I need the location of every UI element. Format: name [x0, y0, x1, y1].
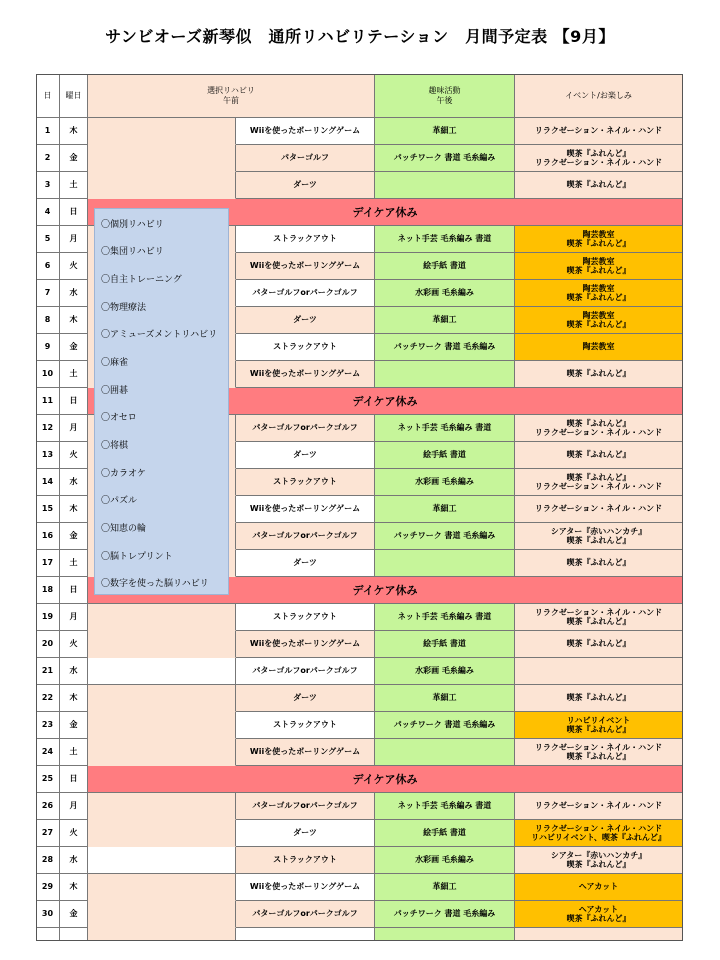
weekday: 月	[60, 226, 88, 253]
weekday: 日	[60, 766, 88, 793]
weekday: 水	[60, 847, 88, 874]
table-row	[36, 145, 683, 172]
select-rehab-item: 〇将棋	[101, 440, 129, 451]
am-activity: Wiiを使ったボーリングゲーム	[236, 739, 375, 766]
weekday: 金	[60, 712, 88, 739]
day-number: 30	[36, 901, 60, 928]
day-number: 2	[36, 145, 60, 172]
day-number: 15	[36, 496, 60, 523]
am-activity: ストラックアウト	[236, 334, 375, 361]
pm-activity	[375, 172, 515, 199]
event-cell: 陶芸教室 喫茶『ふれんど』	[515, 226, 683, 253]
select-rehab-cell	[88, 739, 236, 766]
empty-cell	[60, 928, 88, 941]
weekday: 火	[60, 253, 88, 280]
table-row	[36, 631, 683, 658]
table-row	[36, 739, 683, 766]
table-row	[36, 793, 683, 820]
event-cell: リラクゼーション・ネイル・ハンド 喫茶『ふれんど』	[515, 604, 683, 631]
pm-activity: 水彩画 毛糸編み	[375, 658, 515, 685]
event-cell: リラクゼーション・ネイル・ハンド 喫茶『ふれんど』	[515, 739, 683, 766]
weekday: 金	[60, 334, 88, 361]
select-rehab-item: 〇囲碁	[101, 385, 129, 396]
day-number: 17	[36, 550, 60, 577]
select-rehab-item: 〇オセロ	[101, 413, 137, 424]
day-number: 10	[36, 361, 60, 388]
select-rehab-cell	[88, 820, 236, 847]
day-number: 13	[36, 442, 60, 469]
event-cell: 陶芸教室 喫茶『ふれんど』	[515, 253, 683, 280]
pm-activity: 革細工	[375, 874, 515, 901]
weekday: 火	[60, 820, 88, 847]
am-activity: ストラックアウト	[236, 712, 375, 739]
select-rehab-cell	[88, 901, 236, 928]
event-cell: リラクゼーション・ネイル・ハンド リハビリイベント、喫茶『ふれんど』	[515, 820, 683, 847]
weekday: 土	[60, 550, 88, 577]
event-cell: 喫茶『ふれんど』 リラクゼーション・ネイル・ハンド	[515, 469, 683, 496]
select-rehab-list	[94, 208, 229, 595]
day-number: 19	[36, 604, 60, 631]
event-cell: 喫茶『ふれんど』 リラクゼーション・ネイル・ハンド	[515, 415, 683, 442]
am-activity: Wiiを使ったボーリングゲーム	[236, 874, 375, 901]
event-cell: リハビリイベント 喫茶『ふれんど』	[515, 712, 683, 739]
holiday-cell: デイケア休み	[88, 766, 683, 793]
weekday: 土	[60, 172, 88, 199]
pm-activity: ネット手芸 毛糸編み 書道	[375, 226, 515, 253]
day-number: 21	[36, 658, 60, 685]
header-event: イベント/お楽しみ	[515, 74, 683, 118]
weekday: 火	[60, 631, 88, 658]
day-number: 7	[36, 280, 60, 307]
event-cell: 喫茶『ふれんど』	[515, 361, 683, 388]
weekday: 水	[60, 658, 88, 685]
pm-activity	[375, 361, 515, 388]
am-activity: Wiiを使ったボーリングゲーム	[236, 253, 375, 280]
am-activity: パターゴルフorパークゴルフ	[236, 415, 375, 442]
event-cell: シアター『赤いハンカチ』 喫茶『ふれんど』	[515, 523, 683, 550]
pm-activity: パッチワーク 書道 毛糸編み	[375, 901, 515, 928]
day-number: 16	[36, 523, 60, 550]
weekday: 木	[60, 118, 88, 145]
pm-activity: パッチワーク 書道 毛糸編み	[375, 712, 515, 739]
select-rehab-item: 〇アミューズメントリハビリ	[101, 330, 218, 341]
weekday: 金	[60, 145, 88, 172]
day-number: 8	[36, 307, 60, 334]
pm-activity: 革細工	[375, 685, 515, 712]
select-rehab-cell	[88, 604, 236, 631]
day-number: 12	[36, 415, 60, 442]
select-rehab-cell	[88, 685, 236, 712]
pm-activity: パッチワーク 書道 毛糸編み	[375, 334, 515, 361]
am-activity: ストラックアウト	[236, 847, 375, 874]
day-number: 4	[36, 199, 60, 226]
header-weekday: 曜日	[60, 74, 88, 118]
am-activity: パターゴルフorパークゴルフ	[236, 901, 375, 928]
select-rehab-item: 〇パズル	[101, 496, 138, 507]
table-row	[36, 604, 683, 631]
table-row	[36, 847, 683, 874]
day-number: 1	[36, 118, 60, 145]
table-row	[36, 172, 683, 199]
am-activity: Wiiを使ったボーリングゲーム	[236, 361, 375, 388]
pm-activity: ネット手芸 毛糸編み 書道	[375, 793, 515, 820]
day-number: 9	[36, 334, 60, 361]
holiday-cell: デイケア休み	[88, 199, 683, 226]
weekday: 水	[60, 280, 88, 307]
select-rehab-item: 〇集団リハビリ	[101, 247, 164, 258]
pm-activity: 水彩画 毛糸編み	[375, 280, 515, 307]
event-cell: ヘアカット 喫茶『ふれんど』	[515, 901, 683, 928]
pm-activity: ネット手芸 毛糸編み 書道	[375, 604, 515, 631]
am-activity: ストラックアウト	[236, 226, 375, 253]
pm-activity: 絵手紙 書道	[375, 442, 515, 469]
weekday: 月	[60, 793, 88, 820]
am-activity: パターゴルフorパークゴルフ	[236, 793, 375, 820]
select-rehab-cell	[88, 631, 236, 658]
am-activity: ダーツ	[236, 820, 375, 847]
day-number: 26	[36, 793, 60, 820]
pm-activity: 絵手紙 書道	[375, 820, 515, 847]
day-number: 6	[36, 253, 60, 280]
pm-activity: 絵手紙 書道	[375, 253, 515, 280]
am-activity: ダーツ	[236, 307, 375, 334]
pm-activity: 革細工	[375, 118, 515, 145]
am-activity: パターゴルフorパークゴルフ	[236, 523, 375, 550]
select-rehab-item: 〇物理療法	[101, 302, 147, 313]
am-activity: パターゴルフorパークゴルフ	[236, 280, 375, 307]
empty-cell	[88, 928, 236, 941]
pm-activity: 絵手紙 書道	[375, 631, 515, 658]
am-activity: Wiiを使ったボーリングゲーム	[236, 631, 375, 658]
weekday: 月	[60, 604, 88, 631]
select-rehab-cell	[88, 118, 236, 145]
select-rehab-item: 〇カラオケ	[101, 468, 146, 479]
header-day: 日	[36, 74, 60, 118]
day-number: 22	[36, 685, 60, 712]
day-number: 11	[36, 388, 60, 415]
weekday: 土	[60, 739, 88, 766]
weekday: 土	[60, 361, 88, 388]
select-rehab-cell	[88, 712, 236, 739]
weekday: 月	[60, 415, 88, 442]
table-row	[36, 712, 683, 739]
event-cell: 喫茶『ふれんど』	[515, 172, 683, 199]
pm-activity: 革細工	[375, 307, 515, 334]
weekday: 金	[60, 901, 88, 928]
page-title: サンビオーズ新琴似 通所リハビリテーション 月間予定表 【9月】	[105, 27, 615, 46]
am-activity: ストラックアウト	[236, 604, 375, 631]
weekday: 日	[60, 577, 88, 604]
event-cell: シアター『赤いハンカチ』 喫茶『ふれんど』	[515, 847, 683, 874]
event-cell: リラクゼーション・ネイル・ハンド	[515, 118, 683, 145]
select-rehab-item: 〇知恵の輪	[101, 523, 147, 534]
table-row	[36, 685, 683, 712]
header-select-rehab: 選択リハビリ 午前	[88, 74, 375, 118]
event-cell	[515, 658, 683, 685]
select-rehab-item: 〇脳トレプリント	[101, 551, 173, 562]
select-rehab-cell	[88, 847, 236, 874]
empty-cell	[515, 928, 683, 941]
am-activity: ダーツ	[236, 172, 375, 199]
table-row	[36, 118, 683, 145]
day-number: 20	[36, 631, 60, 658]
header-hobby: 趣味活動 午後	[375, 74, 515, 118]
empty-cell	[375, 928, 515, 941]
pm-activity: パッチワーク 書道 毛糸編み	[375, 145, 515, 172]
pm-activity	[375, 739, 515, 766]
event-cell: 陶芸教室 喫茶『ふれんど』	[515, 307, 683, 334]
table-row	[36, 820, 683, 847]
am-activity: ダーツ	[236, 685, 375, 712]
select-rehab-cell	[88, 793, 236, 820]
am-activity: Wiiを使ったボーリングゲーム	[236, 118, 375, 145]
pm-activity: 水彩画 毛糸編み	[375, 469, 515, 496]
header-row	[36, 74, 683, 118]
select-rehab-item: 〇数字を使った脳リハビリ	[101, 579, 209, 590]
weekday: 木	[60, 496, 88, 523]
day-number: 5	[36, 226, 60, 253]
holiday-cell: デイケア休み	[88, 388, 683, 415]
table-row	[36, 658, 683, 685]
table-row	[36, 874, 683, 901]
event-cell: 喫茶『ふれんど』	[515, 631, 683, 658]
table-row	[36, 928, 683, 941]
event-cell: リラクゼーション・ネイル・ハンド	[515, 793, 683, 820]
event-cell: リラクゼーション・ネイル・ハンド	[515, 496, 683, 523]
day-number: 18	[36, 577, 60, 604]
weekday: 火	[60, 442, 88, 469]
table-row	[36, 766, 683, 793]
event-cell: 陶芸教室	[515, 334, 683, 361]
select-rehab-cell	[88, 874, 236, 901]
am-activity: パターゴルフorパークゴルフ	[236, 658, 375, 685]
day-number: 25	[36, 766, 60, 793]
day-number: 14	[36, 469, 60, 496]
day-number: 29	[36, 874, 60, 901]
select-rehab-item: 〇麻雀	[101, 358, 129, 369]
select-rehab-item: 〇個別リハビリ	[101, 219, 164, 230]
weekday: 木	[60, 307, 88, 334]
am-activity: Wiiを使ったボーリングゲーム	[236, 496, 375, 523]
select-rehab-item: 〇自主トレーニング	[101, 275, 182, 286]
pm-activity: 水彩画 毛糸編み	[375, 847, 515, 874]
select-rehab-cell	[88, 145, 236, 172]
weekday: 水	[60, 469, 88, 496]
pm-activity: ネット手芸 毛糸編み 書道	[375, 415, 515, 442]
weekday: 日	[60, 199, 88, 226]
day-number: 23	[36, 712, 60, 739]
day-number: 27	[36, 820, 60, 847]
am-activity: ストラックアウト	[236, 469, 375, 496]
day-number: 24	[36, 739, 60, 766]
weekday: 日	[60, 388, 88, 415]
pm-activity	[375, 550, 515, 577]
empty-cell	[36, 928, 60, 941]
day-number: 3	[36, 172, 60, 199]
am-activity: ダーツ	[236, 550, 375, 577]
weekday: 木	[60, 685, 88, 712]
holiday-cell: デイケア休み	[88, 577, 683, 604]
event-cell: 喫茶『ふれんど』	[515, 550, 683, 577]
empty-cell	[236, 928, 375, 941]
event-cell: 喫茶『ふれんど』	[515, 685, 683, 712]
event-cell: ヘアカット	[515, 874, 683, 901]
event-cell: 喫茶『ふれんど』 リラクゼーション・ネイル・ハンド	[515, 145, 683, 172]
event-cell: 喫茶『ふれんど』	[515, 442, 683, 469]
am-activity: パターゴルフ	[236, 145, 375, 172]
event-cell: 陶芸教室 喫茶『ふれんど』	[515, 280, 683, 307]
day-number: 28	[36, 847, 60, 874]
select-rehab-cell	[88, 172, 236, 199]
weekday: 木	[60, 874, 88, 901]
pm-activity: 革細工	[375, 496, 515, 523]
table-row	[36, 901, 683, 928]
weekday: 金	[60, 523, 88, 550]
select-rehab-cell	[88, 658, 236, 685]
am-activity: ダーツ	[236, 442, 375, 469]
pm-activity: パッチワーク 書道 毛糸編み	[375, 523, 515, 550]
